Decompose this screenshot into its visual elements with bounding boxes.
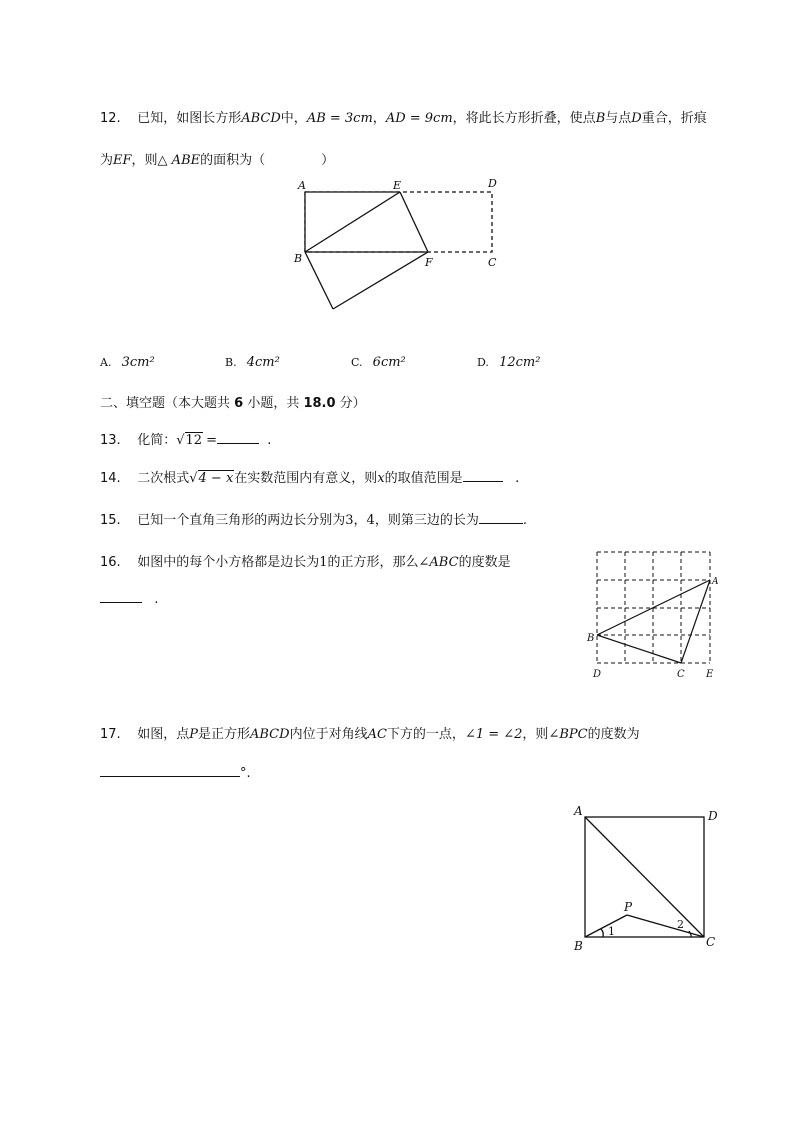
q12-label-b: B <box>294 252 303 265</box>
q13-number: 13. <box>100 433 121 448</box>
section-heading <box>100 392 366 411</box>
option-d-value: 12cm² <box>499 355 541 370</box>
q17-diagonal: AC <box>367 727 387 742</box>
q12-figure <box>290 174 510 316</box>
q15-side-a: 3 <box>345 513 354 528</box>
q14-period: . <box>515 471 520 486</box>
q17-text: 的度数为 <box>587 727 640 742</box>
q12-text: 为 <box>100 153 114 168</box>
q15 <box>100 509 527 528</box>
section-text: 二、填空题（本大题共 <box>100 396 235 411</box>
q14-answer-blank[interactable] <box>463 469 503 482</box>
q12-text: ，则 <box>131 153 158 168</box>
q13-equals: = <box>206 433 217 448</box>
q17-text: ，则 <box>522 727 549 742</box>
option-b-label: B. <box>225 356 237 369</box>
q14-number: 14. <box>100 471 121 486</box>
q16-label-b: B <box>587 633 595 644</box>
q17-diagonal-ac <box>585 817 704 937</box>
section-score: 18.0 <box>303 396 336 411</box>
option-a-label: A. <box>100 356 112 369</box>
q15-text: 已知一个直角三角形的两边长分别为 <box>137 513 346 528</box>
q16-text: 的正方形，那么 <box>327 555 419 570</box>
q17-text: 内位于对角线 <box>289 727 368 742</box>
q12-text: 与点 <box>605 111 632 126</box>
q17-line1 <box>100 723 640 742</box>
q12-math: AD = 9cm <box>385 111 453 126</box>
q17-answer-blank[interactable] <box>100 764 240 777</box>
q12-option-b <box>225 355 280 370</box>
q12-text: ） <box>321 153 335 168</box>
q12-number: 12. <box>100 111 121 126</box>
q12-math: D <box>631 111 642 126</box>
q16-answer-blank[interactable] <box>100 590 142 603</box>
q16-label-c: C <box>677 669 685 680</box>
q12-math: ABCD <box>241 111 281 126</box>
q15-period: . <box>522 513 527 528</box>
q17-text: 如图，点 <box>137 727 190 742</box>
q16-line2 <box>100 590 159 607</box>
q16-label-d: D <box>593 669 602 680</box>
q17-text: 下方的一点， <box>386 727 465 742</box>
q13: 13. 化简：√12 = . <box>100 433 272 448</box>
section-text: 分） <box>335 396 366 411</box>
q16-label-a: A <box>712 577 719 587</box>
q12-math: △ ABE <box>157 153 201 168</box>
q12-text: ，将此长方形折叠，使点 <box>452 111 596 126</box>
q15-text: ，则第三边的长为 <box>374 513 479 528</box>
q12-option-c <box>351 355 406 370</box>
option-b-value: 4cm² <box>246 355 280 370</box>
option-c-value: 6cm² <box>372 355 406 370</box>
q12-option-d <box>477 355 540 370</box>
q12-label-c: C <box>488 256 497 269</box>
q12-label-e: E <box>393 179 402 192</box>
q17-label-b: B <box>574 939 583 953</box>
q12-options <box>100 355 155 370</box>
q17-angle-1: 1 <box>608 925 615 938</box>
q13-period: . <box>267 433 272 448</box>
q17-angle: ∠BPC <box>548 727 588 742</box>
q15-text: ， <box>353 513 367 528</box>
q15-number: 15. <box>100 513 121 528</box>
q17-angle-2: 2 <box>677 918 684 931</box>
q12-math: B <box>595 111 606 126</box>
q15-side-b: 4 <box>366 513 375 528</box>
q12-label-d: D <box>488 177 497 190</box>
q13-text: 化简： <box>137 433 177 448</box>
q17-number: 17. <box>100 727 121 742</box>
q12-math: AB = 3cm <box>306 111 373 126</box>
q16-unit: 1 <box>319 555 328 570</box>
q12-line2 <box>100 149 334 168</box>
q14-variable: x <box>377 471 385 486</box>
q16-line1 <box>100 551 511 570</box>
q16-text: 如图中的每个小方格都是边长为 <box>137 555 320 570</box>
q15-answer-blank[interactable] <box>479 511 523 524</box>
q12-text: 重合，折痕 <box>641 111 707 126</box>
q16-angle: ∠ABC <box>418 555 459 570</box>
section-text: 小题，共 <box>243 396 304 411</box>
q17-square-figure <box>565 800 725 955</box>
q12-label-f: F <box>425 256 433 269</box>
q14: 14. 二次根式√4 − x在实数范围内有意义，则x的取值范围是 . <box>100 471 520 486</box>
q16-number: 16. <box>100 555 121 570</box>
q14-text: 的取值范围是 <box>384 471 463 486</box>
option-d-label: D. <box>477 356 489 369</box>
q16-text: 的度数是 <box>458 555 511 570</box>
q12-math: EF <box>113 153 132 168</box>
q17-label-a: A <box>574 804 583 818</box>
q17-label-d: D <box>708 809 718 823</box>
q17-line2 <box>100 764 251 781</box>
q13-radicand: 12 <box>185 433 203 448</box>
q16-label-e: E <box>706 669 714 680</box>
q14-text: 二次根式 <box>137 471 190 486</box>
option-c-label: C. <box>351 356 363 369</box>
q14-radicand: 4 − x <box>198 471 234 486</box>
q13-answer-blank[interactable] <box>217 431 259 444</box>
q17-square: ABCD <box>250 727 290 742</box>
section-count: 6 <box>234 396 244 411</box>
q16-period: . <box>154 592 159 607</box>
q12-label-a: A <box>298 179 306 192</box>
q17-label-p: P <box>624 900 633 914</box>
q12-line1 <box>100 107 707 126</box>
option-a-value: 3cm² <box>121 355 155 370</box>
q17-degree: °. <box>240 766 251 781</box>
q17-text: 是正方形 <box>197 727 250 742</box>
q16-grid-figure <box>585 545 725 685</box>
q12-text: ， <box>372 111 386 126</box>
q12-text: 中， <box>280 111 307 126</box>
q14-text: 在实数范围内有意义，则 <box>234 471 378 486</box>
q12-text: 已知，如图长方形 <box>137 111 242 126</box>
q17-point: P <box>189 727 198 742</box>
q17-label-c: C <box>706 935 716 949</box>
q17-angle-equality: ∠1 = ∠2 <box>464 727 523 742</box>
q12-text: 的面积为（ <box>200 153 266 168</box>
